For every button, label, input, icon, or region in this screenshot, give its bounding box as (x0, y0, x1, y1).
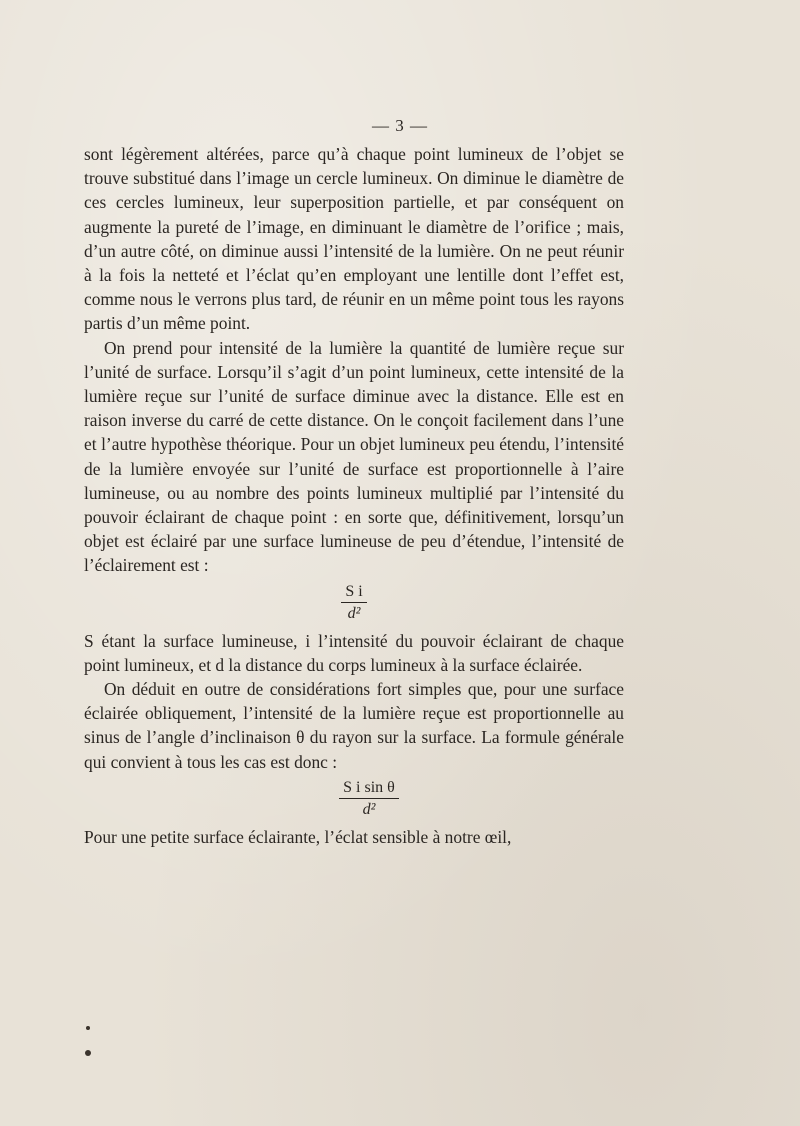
paragraph-4: On déduit en outre de considérations fort simples que, pour une surface éclairée obliquement, l’intensité de la lumière reçue est proportionnelle au sinus de l’angle d’inclinaison θ du rayon sur la surface. La formule générale qui convient à tous les cas est donc : (84, 679, 624, 772)
paragraph-3: S étant la surface lumineuse, i l’intensité du pouvoir éclairant de chaque point lumineux, et d la distance du corps lumineux à la surface éclairée. (84, 630, 624, 675)
formula-intensity (84, 582, 624, 623)
formula-1-denominator: d² (347, 604, 361, 622)
paragraph-5: Pour une petite surface éclairante, l’éclat sensible à notre œil, (84, 826, 512, 847)
formula-1-numerator: S i (345, 582, 363, 600)
formula-2-denominator: d² (362, 800, 376, 818)
formula-2-numerator: S i sin θ (343, 778, 395, 796)
formula-general (84, 778, 624, 819)
ink-spot (86, 1026, 90, 1030)
fraction-bar (339, 798, 399, 799)
page-number: — 3 — (372, 116, 428, 135)
body-text (84, 142, 624, 849)
ink-spot (85, 1050, 91, 1056)
paragraph-1: sont légèrement altérées, parce qu’à chaque point lumineux de l’objet se trouve substitué dans l’image un cercle lumineux. On diminue le diamètre de ces cercles lumineux, leur superposition partielle, et par conséquent on augmente la pureté de l’image, en diminuant le diamètre de l’orifice ; mais, d’un autre côté, on diminue aussi l’intensité de la lumière. On ne peut réunir à la fois la netteté et l’éclat qu’en employant une lentille dont l’effet est, comme nous le verrons plus tard, de réunir en un même point tous les rayons partis d’un même point. (84, 144, 624, 334)
fraction-bar (341, 602, 366, 603)
paragraph-2: On prend pour intensité de la lumière la quantité de lumière reçue sur l’unité de surface. Lorsqu’il s’agit d’un point lumineux, cette intensité de la lumière reçue sur l’unité de surface diminue avec la distance. Elle est en raison inverse du carré de cette distance. On le conçoit facilement dans l’une et l’autre hypothèse théorique. Pour un objet lumineux peu étendu, l’intensité de la lumière envoyée sur l’unité de surface est proportionnelle à l’aire lumineuse, ou au nombre des points lumineux multiplié par l’intensité du pouvoir éclairant de chaque point : en sorte que, définitivement, lorsqu’un objet est éclairé par une surface lumineuse de peu d’étendue, l’intensité de l’éclairement est : (84, 337, 624, 576)
